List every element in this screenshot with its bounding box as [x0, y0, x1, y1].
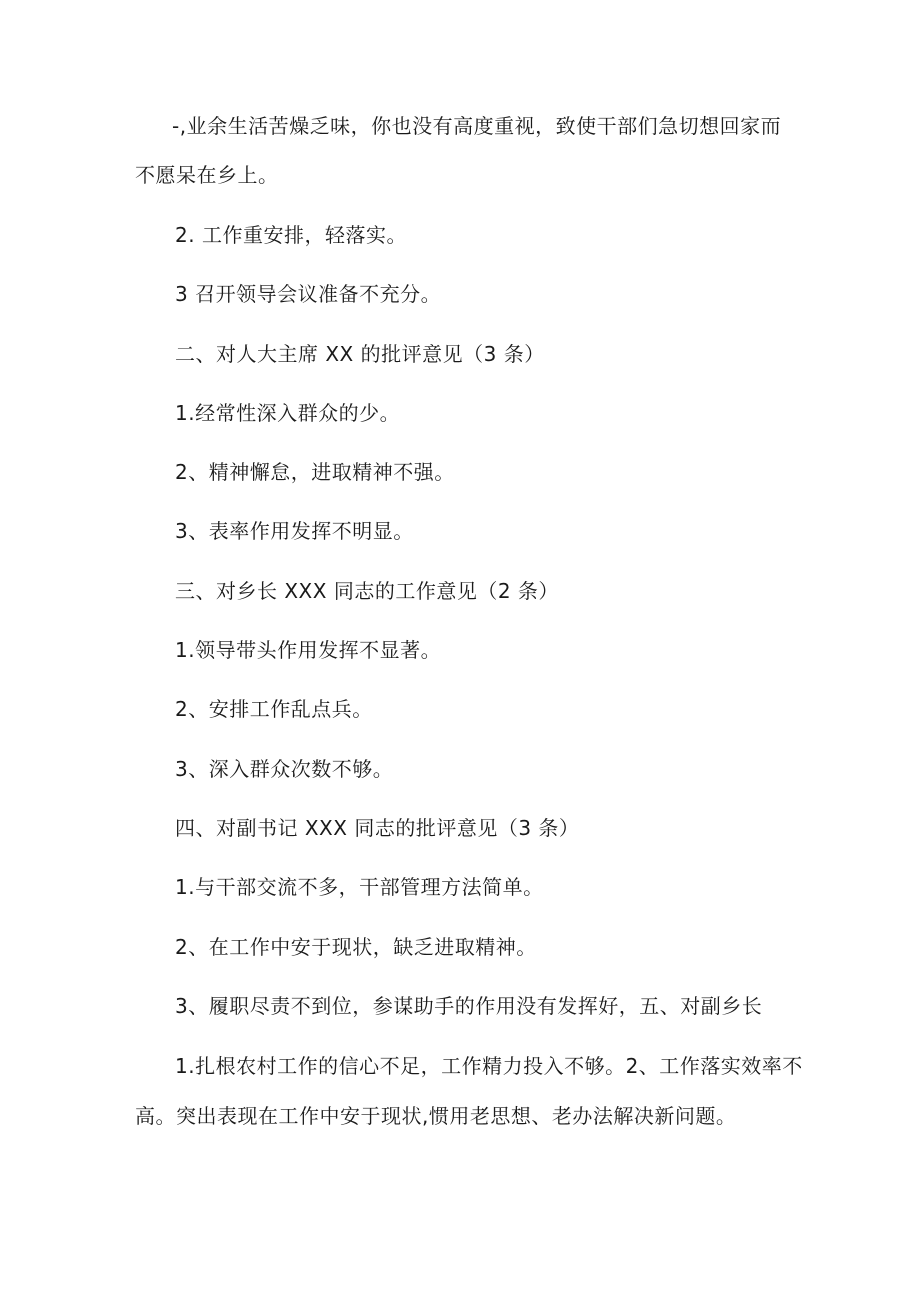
section-heading: 四、对副书记 XXX 同志的批评意见（3 条）	[175, 816, 580, 840]
text-line: 3、深入群众次数不够。	[175, 757, 394, 781]
section-heading: 二、对人大主席 XX 的批评意见（3 条）	[175, 342, 545, 366]
text-line: 1.领导带头作用发挥不显著。	[175, 638, 442, 662]
text-line: 3 召开领导会议准备不充分。	[175, 282, 442, 306]
text-line: 3、履职尽责不到位，参谋助手的作用没有发挥好，五、对副乡长	[175, 994, 763, 1018]
text-line: 2、在工作中安于现状，缺乏进取精神。	[175, 935, 537, 959]
section-heading: 三、对乡长 XXX 同志的工作意见（2 条）	[175, 579, 559, 603]
text-line: 1.经常性深入群众的少。	[175, 401, 401, 425]
text-line: 1.扎根农村工作的信心不足，工作精力投入不够。2、工作落实效率不	[175, 1054, 803, 1078]
text-line: 2、精神懈怠，进取精神不强。	[175, 460, 455, 484]
text-line: 3、表率作用发挥不明显。	[175, 519, 414, 543]
text-line: 高。突出表现在工作中安于现状,惯用老思想、老办法解决新问题。	[135, 1104, 737, 1128]
text-line: 2. 工作重安排，轻落实。	[175, 223, 407, 247]
text-line: 1.与干部交流不多，干部管理方法简单。	[175, 875, 544, 899]
text-line: -,业余生活苦燥乏味，你也没有高度重视，致使干部们急切想回家而	[172, 114, 782, 138]
text-line: 不愿呆在乡上。	[135, 163, 279, 187]
text-line: 2、安排工作乱点兵。	[175, 697, 373, 721]
